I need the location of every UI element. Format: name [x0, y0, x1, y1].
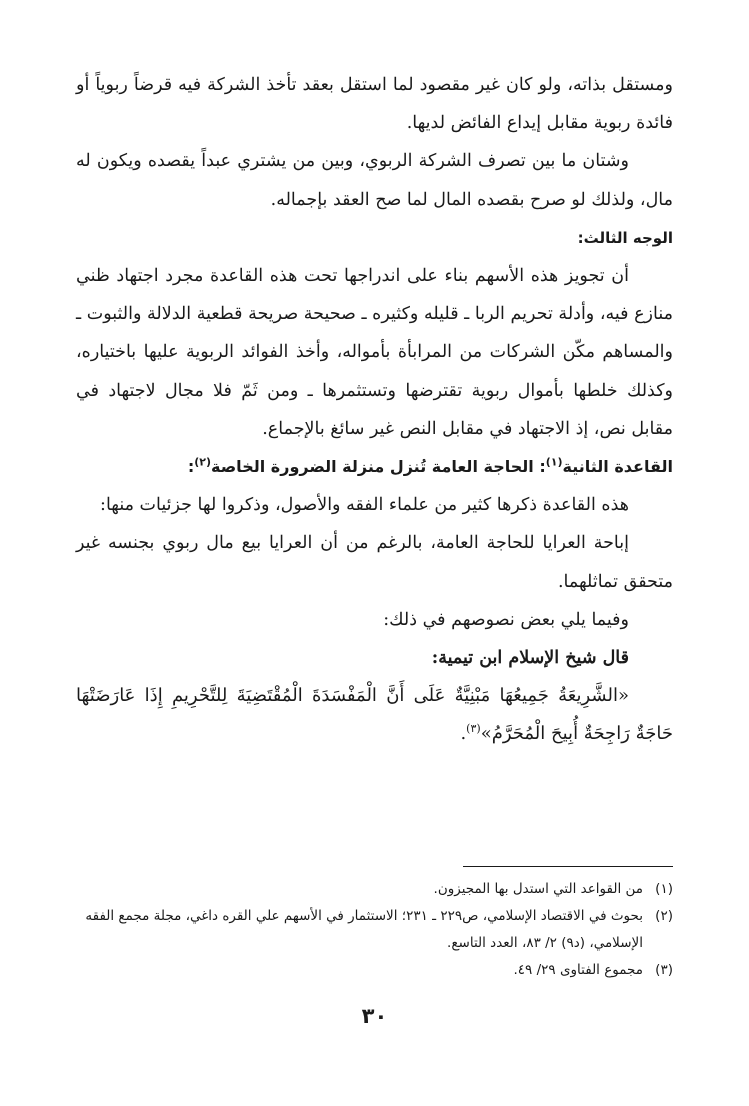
footnote-text: بحوث في الاقتصاد الإسلامي، ص٢٢٩ ـ ٢٣١؛ الاستثمار في الأسهم علي القره داغي، مجلة مجمع الفقه الإسلامي، (د٩) ٢/ ٨٣، العدد التاسع.: [85, 908, 643, 951]
paragraph-5: إباحة العرايا للحاجة العامة، بالرغم من أن العرايا بيع مال ربوي بجنسه غير متحقق تماثلهما.: [76, 533, 673, 592]
footnote-1: [76, 876, 673, 903]
paragraph-7: قال شيخ الإسلام ابن تيمية:: [431, 648, 629, 669]
quotation: [76, 677, 673, 753]
page-number: ٣٠: [361, 1004, 388, 1028]
footnote-text: مجموع الفتاوى ٢٩/ ٤٩.: [513, 962, 643, 978]
paragraph-2: وشتان ما بين تصرف الشركة الربوي، وبين من يشتري عبداً يقصده ويكون له مال، ولذلك لو صرح بقصده المال لما صح العقد بإجماله.: [76, 151, 673, 210]
footnote-number: (٣): [655, 962, 673, 978]
paragraph-1: ومستقل بذاته، ولو كان غير مقصود لما استقل بعقد تأخذ الشركة فيه قرضاً ربوياً أو فائدة ربوية مقابل إيداع الفائض لديها.: [76, 75, 673, 134]
main-text: [76, 66, 673, 754]
paragraph-3: أن تجويز هذه الأسهم بناء على اندراجها تحت هذه القاعدة مجرد اجتهاد ظني منازع فيه، وأدلة تحريم الربا ـ قليله وكثيره ـ صحيحة صريحة قطعية الدلالة والثبوت ـ والمساهم مكّن الشركات من المرابأة بأمواله، وأخذ الفوائد الربوية عليها باختياره، وكذلك خلطها بأموال ربوية تقترضها وتستثمرها ـ ومن ثَمّ فلا مجال لاجتهاد في مقابل نص، إذ الاجتهاد في مقابل النص غير سائغ بالإجماع.: [76, 266, 673, 439]
footnote-ref-2[interactable]: (٢): [194, 455, 212, 469]
footnote-ref-3[interactable]: (٣): [466, 722, 481, 736]
footnote-separator: [463, 866, 673, 867]
rule-heading: [76, 448, 673, 486]
paragraph-4: هذه القاعدة ذكرها كثير من علماء الفقه والأصول، وذكروا لها جزئيات منها:: [100, 495, 629, 516]
quotation-end: .: [460, 723, 467, 745]
footnote-number: (٢): [655, 908, 673, 924]
footnote-ref-1[interactable]: (١): [545, 455, 563, 469]
footnotes: [76, 876, 673, 984]
rule-heading-colon: :: [187, 457, 195, 477]
rule-heading-title: القاعدة الثانية: [562, 457, 673, 477]
quotation-text: «الشَّرِيعَةُ جَمِيعُهَا مَبْنِيَّةٌ عَلَى أَنَّ الْمَفْسَدَةَ الْمُقْتَضِيَةَ لِلتَّحْرِيمِ إِذَا عَارَضَتْهَا حَاجَةٌ رَاجِحَةٌ أُبِيحَ الْمُحَرَّمُ»: [76, 685, 673, 745]
footnote-number: (١): [655, 881, 673, 897]
footnote-text: من القواعد التي استدل بها المجيزون.: [433, 881, 643, 897]
section-heading-third: الوجه الثالث:: [577, 228, 673, 247]
footnote-3: [76, 957, 673, 984]
footnote-2: [76, 903, 673, 957]
paragraph-6: وفيما يلي بعض نصوصهم في ذلك:: [383, 609, 629, 630]
rule-heading-text: : الحاجة العامة تُنزل منزلة الضرورة الخاصة: [211, 457, 546, 477]
